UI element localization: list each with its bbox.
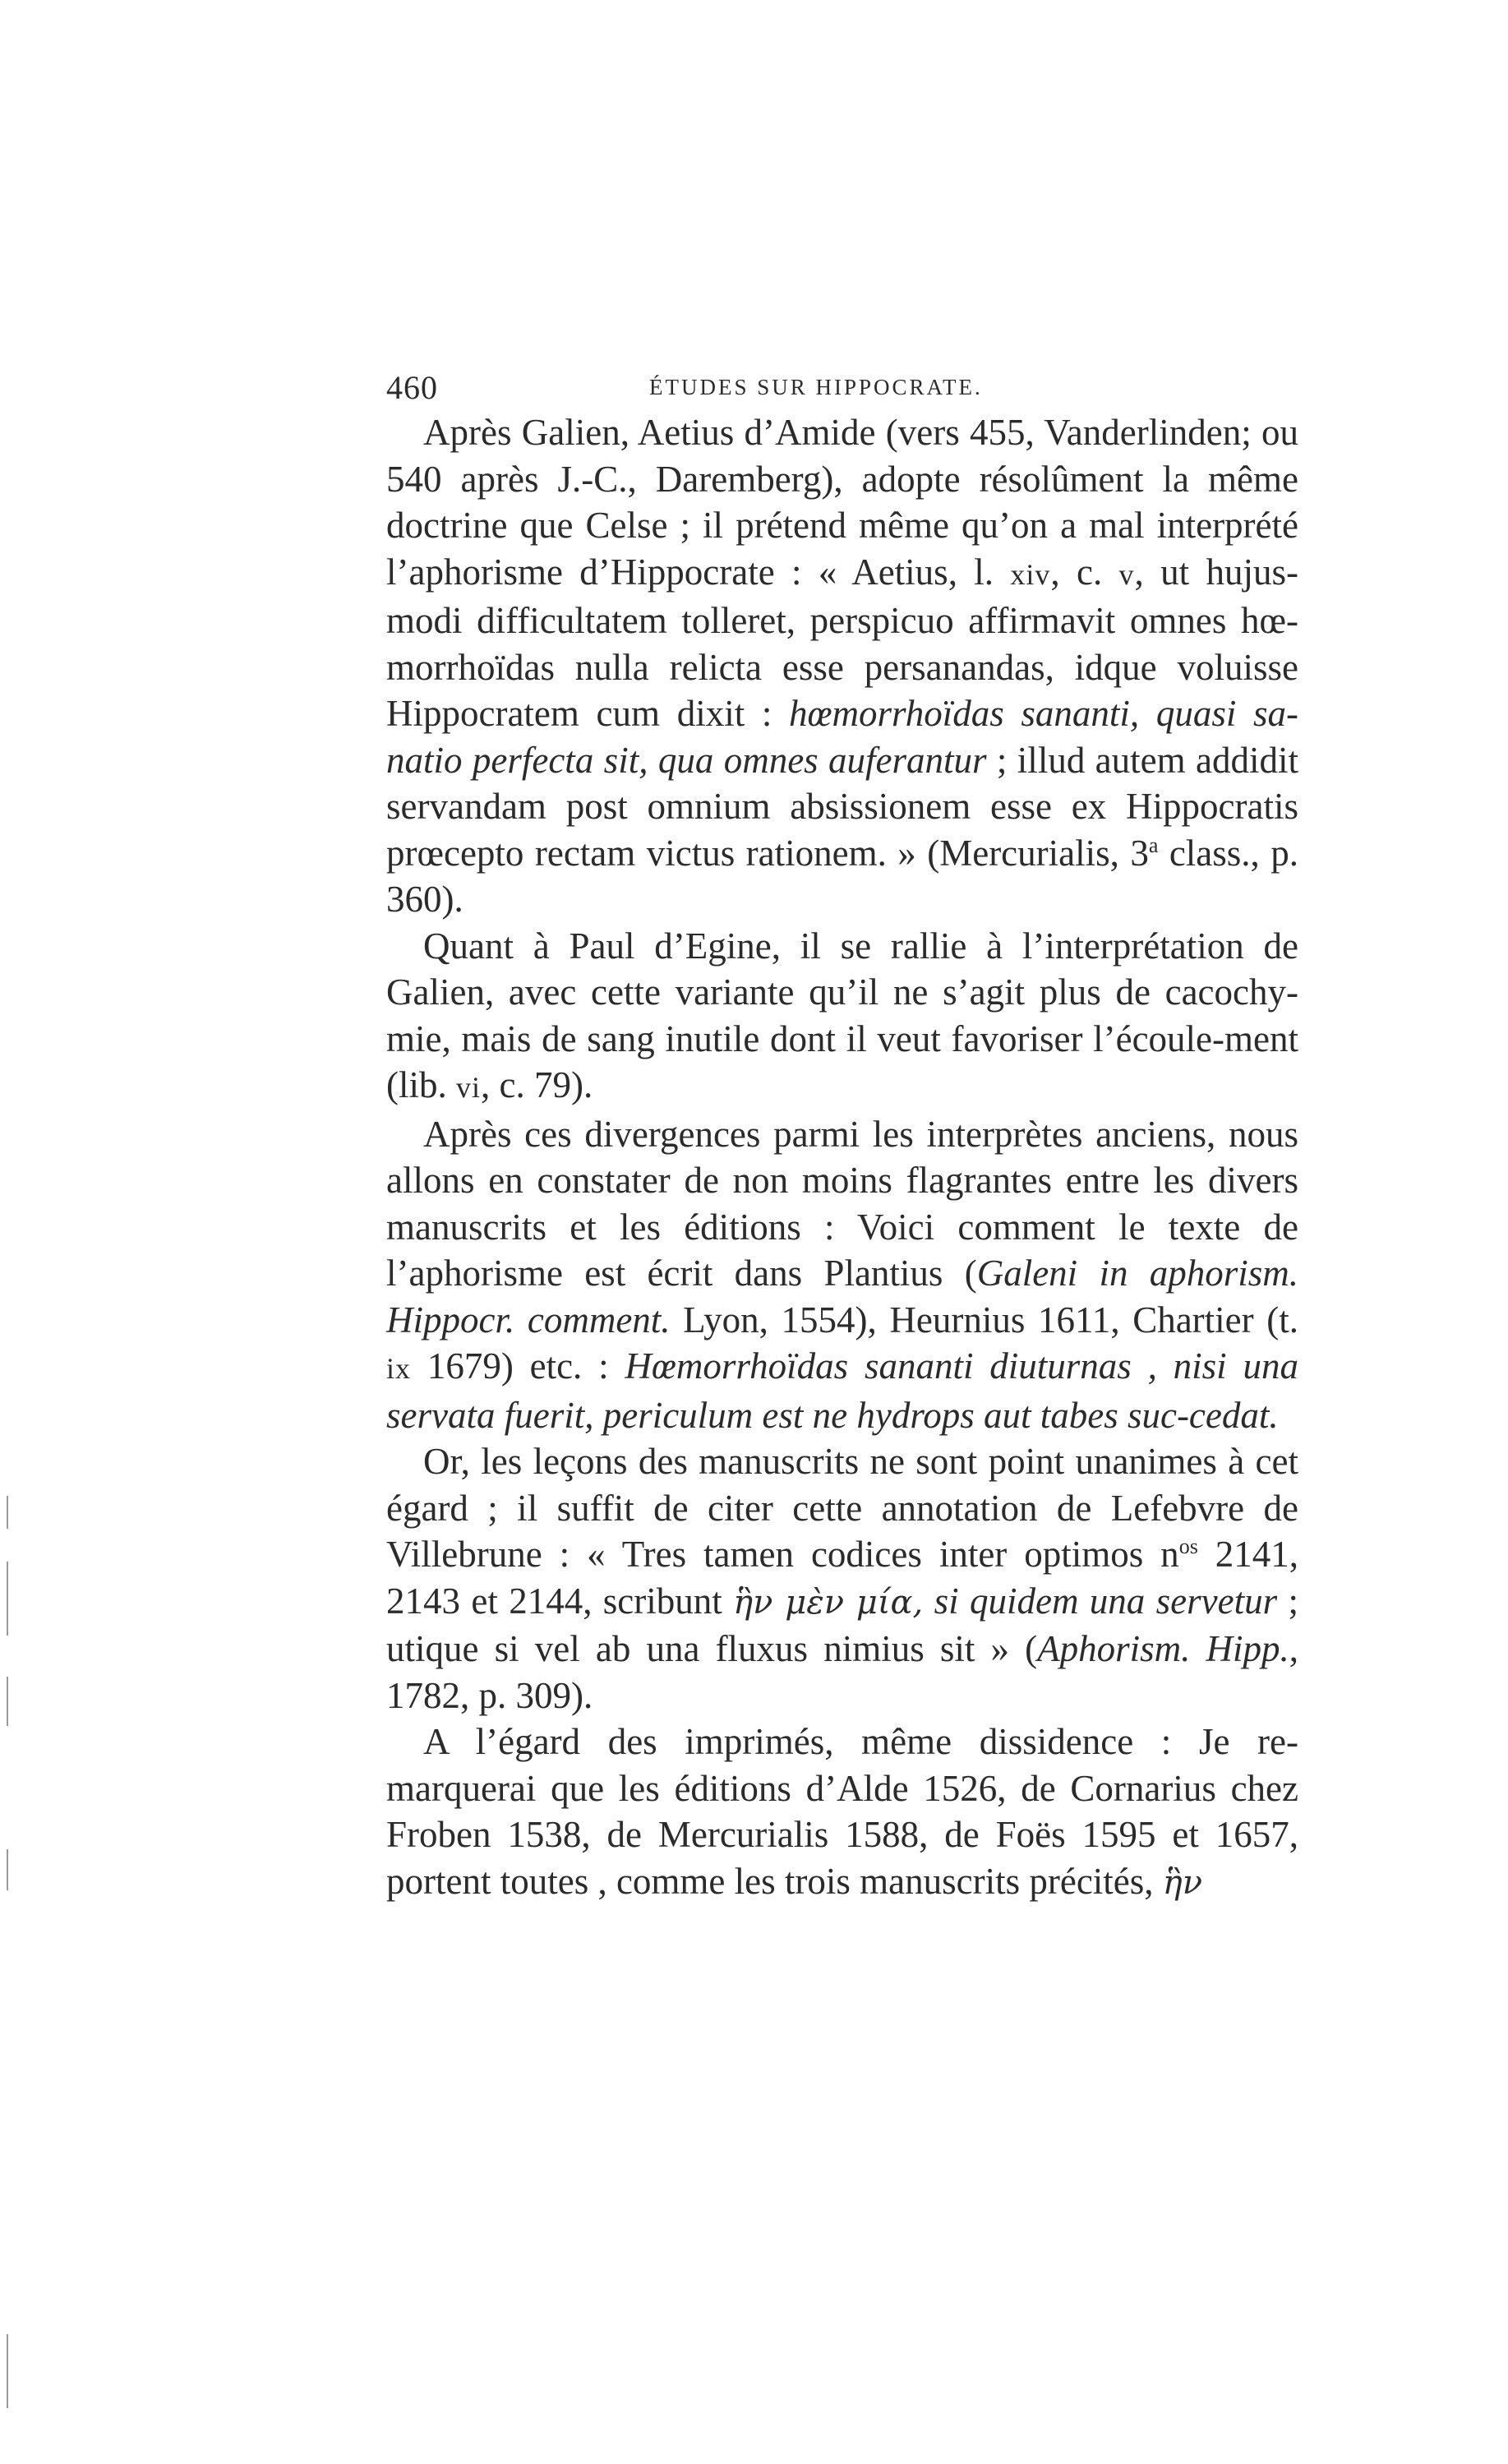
roman-numeral: xiv bbox=[1010, 557, 1051, 591]
text-run: Après ces divergences parmi les interprètes anciens, nous allons en constater de non moins flagrantes entre les divers manuscrits et les éditions : Voici comment le texte de l’aphorisme est écrit dans Plantius ( bbox=[386, 1113, 1298, 1294]
italic-title: Aphorism. Hipp. bbox=[1037, 1628, 1289, 1669]
scan-mark bbox=[7, 2334, 8, 2408]
paragraph-imprimes bbox=[386, 1719, 1298, 1906]
text-run: , c. bbox=[1050, 551, 1119, 593]
greek-text: ἣν μὲν μία, bbox=[733, 1583, 924, 1622]
text-run: ; illud autem addidit servandam post omnium absissionem esse ex Hippocratis prœcepto rectam victus rationem. » (Mercurialis, 3 bbox=[386, 739, 1298, 874]
text-run: , 1782, p. 309). bbox=[386, 1628, 1299, 1716]
text-run: Or, les leçons des manuscrits ne sont point unanimes à cet égard ; il suffit de citer cette annotation de Lefebvre de Villebrune : « Tres tamen codices inter optimos n bbox=[386, 1441, 1298, 1575]
italic-title: Galeni in aphorism. Hippocr. comment. bbox=[386, 1253, 1298, 1340]
superscript: os bbox=[1178, 1534, 1198, 1558]
roman-numeral: ix bbox=[386, 1352, 412, 1385]
roman-numeral: vi bbox=[456, 1071, 482, 1104]
italic-quote: si quidem una servetur bbox=[934, 1580, 1278, 1622]
body-text bbox=[386, 409, 1298, 1906]
text-run: ; utique si vel ab una fluxus nimius sit » ( bbox=[386, 1580, 1298, 1669]
paragraph-paul-egine bbox=[386, 923, 1298, 1111]
text-run: 1679) etc. : bbox=[411, 1345, 625, 1387]
paragraph-aetius bbox=[386, 409, 1298, 923]
italic-quote: Hœmorrhoïdas sananti diuturnas , nisi una servata fuerit, periculum est ne hydrops aut tabes suc-cedat. bbox=[386, 1345, 1298, 1436]
superscript: a bbox=[1148, 833, 1159, 857]
paragraph-divergences bbox=[386, 1111, 1298, 1439]
scan-mark bbox=[7, 1562, 8, 1636]
paragraph-manuscrits bbox=[386, 1438, 1298, 1719]
scan-mark bbox=[7, 1849, 8, 1890]
page-number: 460 bbox=[386, 369, 438, 406]
greek-text: ἣν bbox=[1162, 1863, 1203, 1902]
text-run: 2141, 2143 et 2144, scribunt bbox=[386, 1534, 1299, 1622]
text-run: Quant à Paul d’Egine, il se rallie à l’interprétation de Galien, avec cette variante qu’il ne s’agit plus de cacochy-mie, mais de sang inutile dont il veut favoriser l’écoule-ment (lib. bbox=[386, 925, 1298, 1105]
scan-mark bbox=[7, 1496, 8, 1529]
text-run bbox=[923, 1580, 934, 1622]
text-run: Après Galien, Aetius d’Amide (vers 455, Vanderlinden; ou 540 après J.-C., Daremberg), adopte résolûment la même doctrine que Celse ; il prétend même qu’on a mal interprété l’aphorisme d’Hippocrate : « Aetius, l. bbox=[386, 412, 1298, 593]
text-run: Lyon, 1554), Heurnius 1611, Chartier (t. bbox=[670, 1299, 1298, 1340]
text-run: , ut hujus-modi difficultatem tolleret, perspicuo affirmavit omnes hœ-morrhoïdas nulla relicta esse persanandas, idque voluisse Hippocratem cum dixit : bbox=[386, 551, 1298, 734]
running-head bbox=[386, 368, 1298, 409]
text-run: , c. 79). bbox=[481, 1064, 593, 1105]
italic-quote: hœmorrhoïdas sananti, quasi sa-natio perfecta sit, qua omnes auferantur bbox=[386, 693, 1298, 781]
text-run: A l’égard des imprimés, même dissidence : Je re-marquerai que les éditions d’Alde 1526, de Cornarius chez Froben 1538, de Mercurialis 1588, de Foës 1595 et 1657, portent toutes , comme les trois manuscrits précités, bbox=[386, 1721, 1298, 1902]
roman-numeral: v bbox=[1118, 557, 1135, 591]
text-run: class., p. 360). bbox=[386, 832, 1298, 920]
scan-mark bbox=[7, 1677, 8, 1726]
running-title: ÉTUDES SUR HIPPOCRATE. bbox=[649, 375, 983, 399]
